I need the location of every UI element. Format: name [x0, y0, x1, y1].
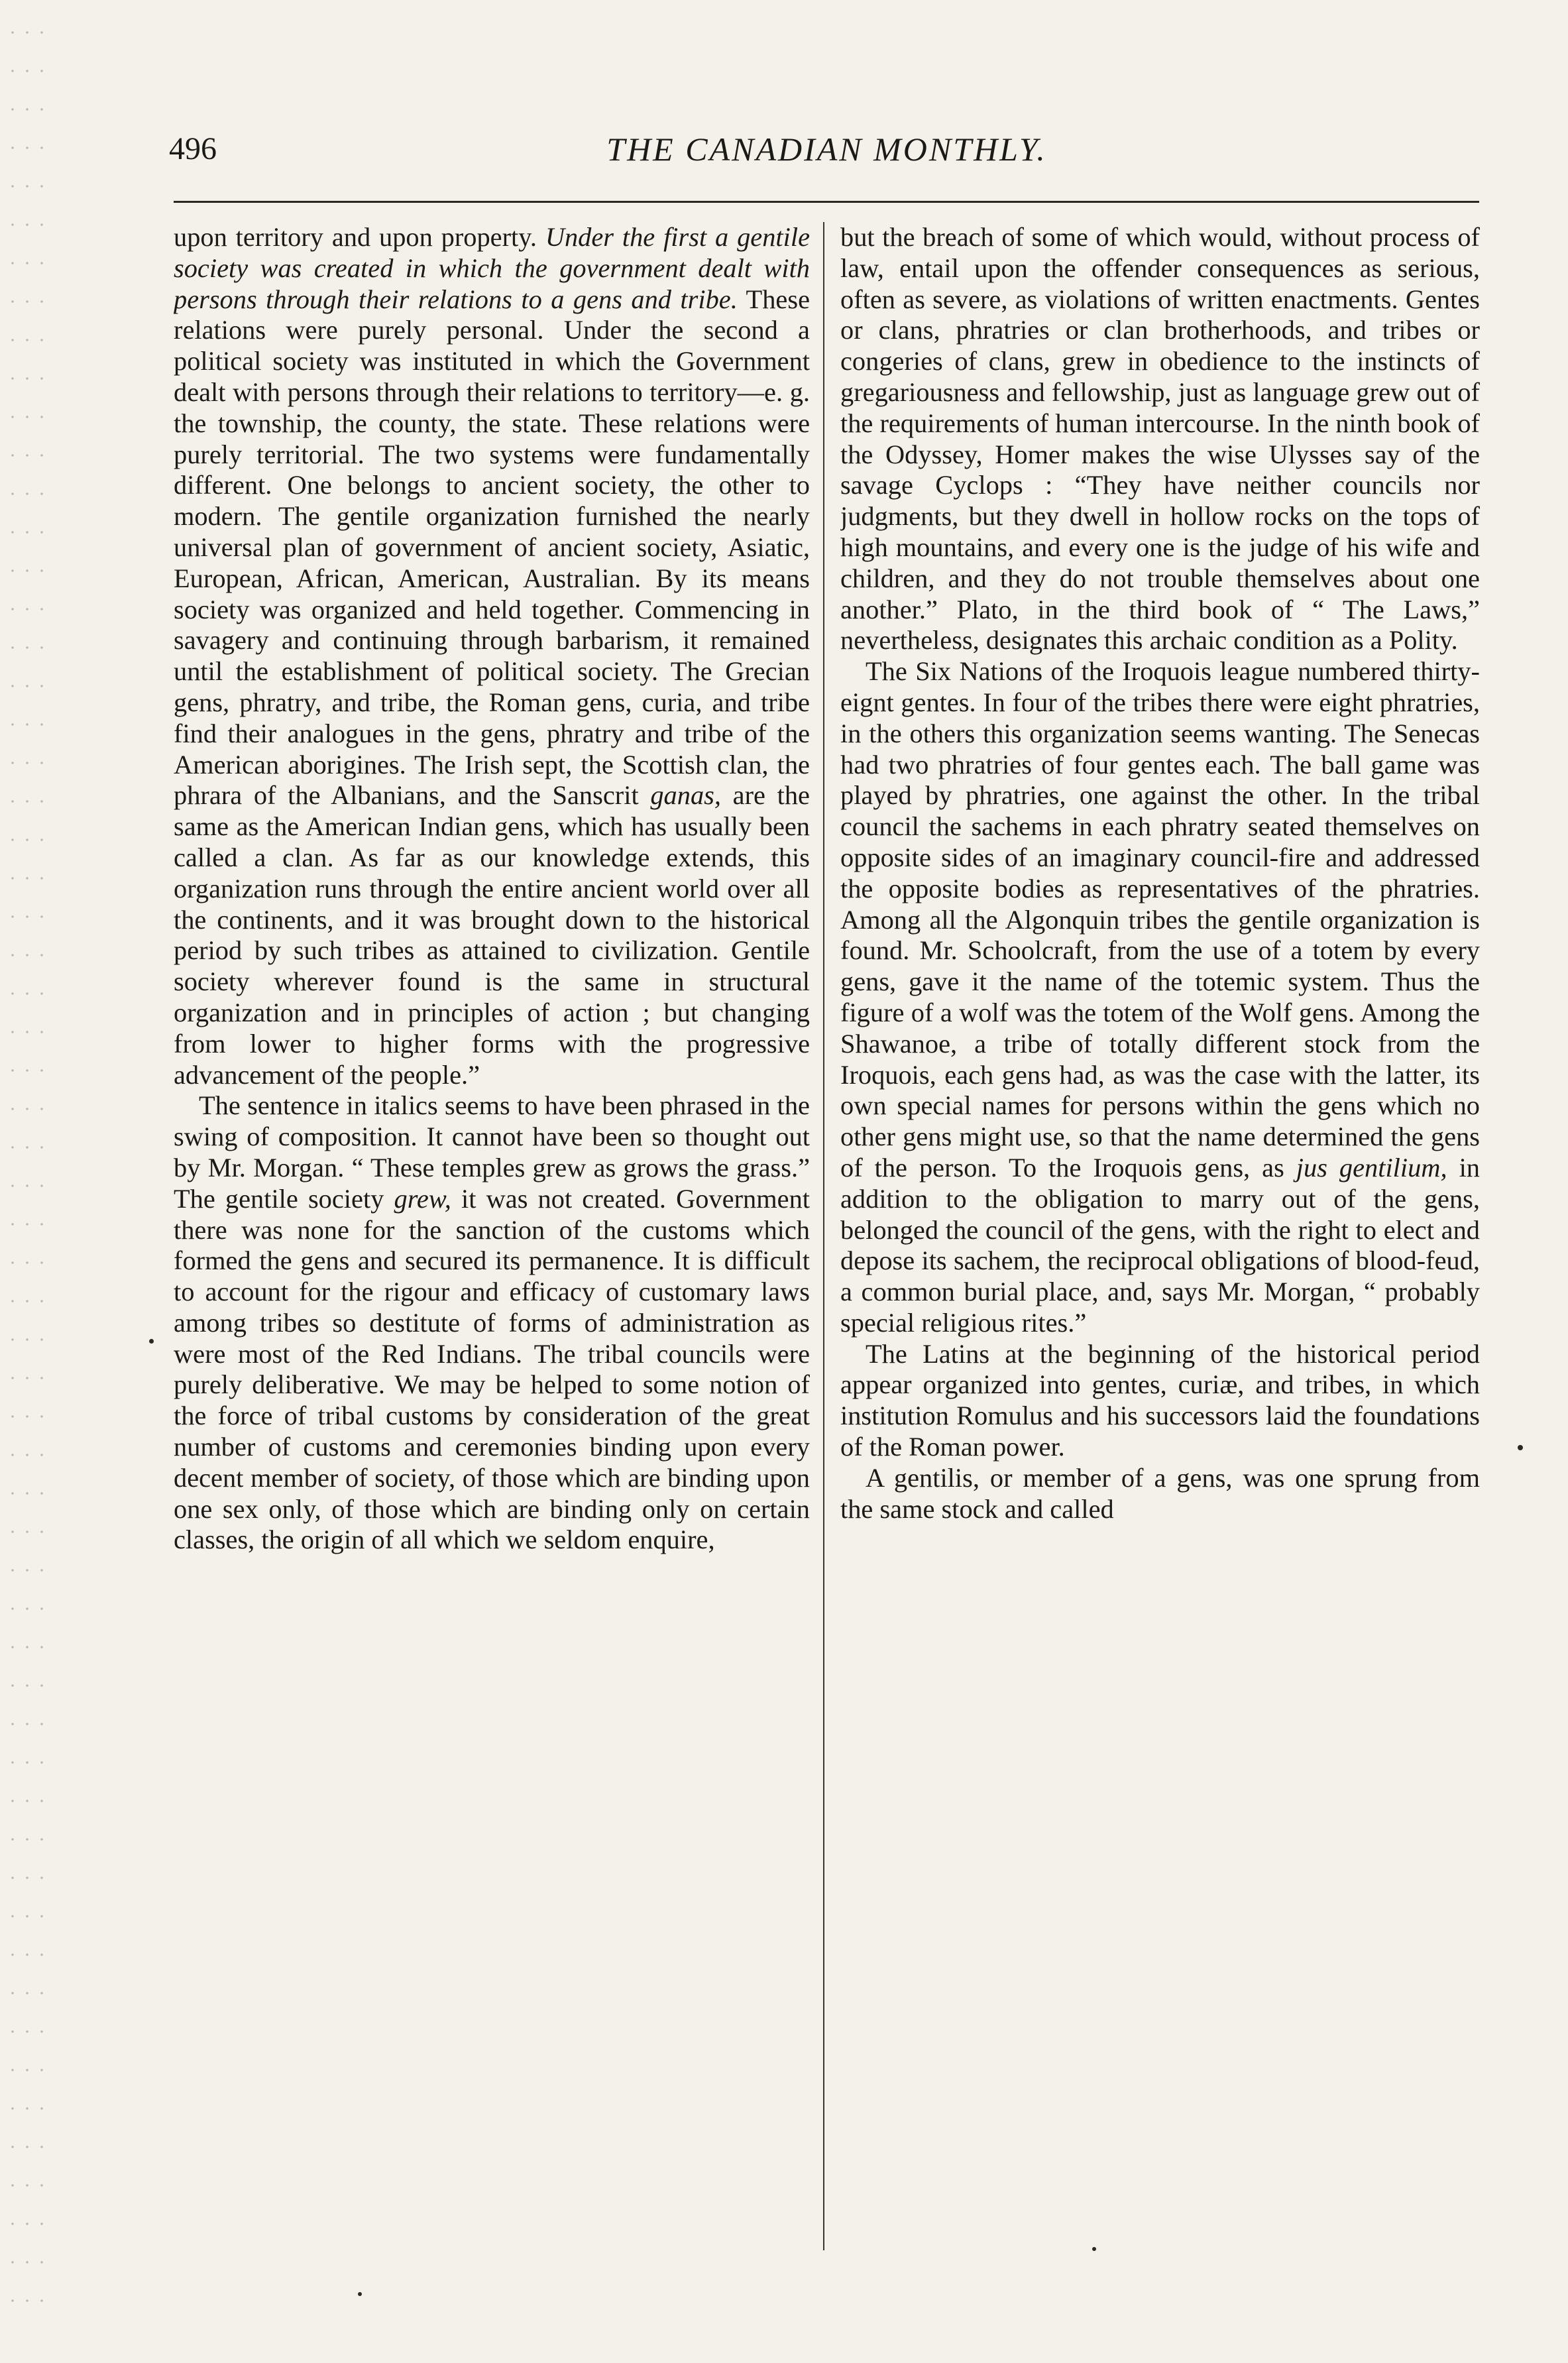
right-paragraph-4: A gentilis, or member of a gens, was one sprung from the same stock and called [840, 1462, 1480, 1524]
ink-speck [1518, 1445, 1523, 1450]
ink-speck [149, 1339, 154, 1344]
left-column [174, 222, 810, 2250]
ink-speck [358, 2292, 362, 2296]
italic-run: grew, [394, 1183, 451, 1214]
page-number: 496 [169, 131, 217, 166]
header-rule [174, 201, 1479, 203]
column-divider [823, 222, 824, 2250]
text-run: upon territory and upon property. [174, 222, 545, 252]
text-run: The Six Nations of the Iroquois league numbered thirty-eignt gentes. In four of the tribes there were eight phratries, in the others this organization seems wanting. The Senecas had two phratries of four gentes each. The ball game was played by phratries, one against the other. In the tribal council the sachems in each phratry seated themselves on opposite sides of an imaginary council-fire and addressed the opposite bodies as representatives of the phratries. Among all the Algonquin tribes the gentile organization is found. Mr. Schoolcraft, from the use of a totem by every gens, gave it the name of the totemic system. Thus the figure of a wolf was the totem of the Wolf gens. Among the Shawanoe, a tribe of totally different stock from the Iroquois, each gens had, as was the case with the latter, its own special names for persons within the gens which no other gens might use, so that the name determined the gens of the person. To the Iroquois gens, as [840, 656, 1480, 1182]
text-run: The sentence in italics seems to have been phrased in the swing of composition. It cannot have been so thought out by Mr. Morgan. “ These temples grew as grows the grass.” The gentile society [174, 1090, 810, 1214]
text-run: it was not created. Government there was none for the sanction of the customs which formed the gens and secured its permanence. It is difficult to account for the rigour and efficacy of customary laws among tribes so destitute of forms of administration as were most of the Red Indians. The tribal councils were purely deliberative. We may be helped to some notion of the force of tribal customs by consideration of the great number of customs and ceremonies binding upon every decent member of society, of those which are binding upon one sex only, of those which are binding only on certain classes, the origin of all which we seldom enquire, [174, 1183, 810, 1555]
right-paragraph-3: The Latins at the beginning of the historical period appear organized into gentes, curiæ, and tribes, in which institution Romulus and his successors laid the foundations of the Roman power. [840, 1338, 1480, 1462]
italic-run: Under the first a gentile society was created in which the government dealt with persons through their relations to a gens and tribe. [174, 222, 810, 314]
left-paragraph-2 [174, 1090, 810, 1556]
right-paragraph-1: but the breach of some of which would, without process of law, entail upon the offender consequences as serious, often as severe, as violations of written enactments. Gentes or clans, phratries or clan brotherhoods, and tribes or congeries of clans, grew in obedience to the instincts of gregariousness and fellowship, just as language grew out of the requirements of human intercourse. In the ninth book of the Odyssey, Homer makes the wise Ulysses say of the savage Cyclops : “They have neither councils nor judgments, but they dwell in hollow rocks on the tops of high mountains, and every one is the judge of his wife and children, and they do not trouble themselves about one another.” Plato, in the third book of “ The Laws,” nevertheless, designates this archaic condition as a Polity. [840, 222, 1480, 656]
right-column [840, 222, 1480, 2250]
page-header [169, 123, 1484, 176]
ink-speck [1092, 2247, 1096, 2251]
left-paragraph-1 [174, 222, 810, 1090]
italic-run: jus gentilium, [1296, 1152, 1447, 1182]
left-margin-scan-noise [5, 13, 52, 2320]
italic-run: ganas, [650, 780, 721, 811]
running-title: THE CANADIAN MONTHLY. [606, 131, 1047, 168]
text-run: are the same as the American Indian gens, which has usually been called a clan. As far as our knowledge extends, this organization runs through the entire ancient world over all the continents, and it was brought down to the historical period by such tribes as attained to civilization. Gentile society wherever found is the same in structural organization and in principles of action ; but changing from lower to higher forms with the progressive advancement of the people.” [174, 780, 810, 1090]
right-paragraph-2 [840, 656, 1480, 1339]
text-run: These relations were purely personal. Under the second a political society was instituted in which the Government dealt with persons through their relations to territory—e. g. the township, the county, the state. These relations were purely territorial. The two systems were fundamentally different. One belongs to ancient society, the other to modern. The gentile organization furnished the nearly universal plan of government of ancient society, Asiatic, European, African, American, Australian. By its means society was organized and held together. Commencing in savagery and continuing through barbarism, it remained until the establishment of political society. The Grecian gens, phratry, and tribe, the Roman gens, curia, and tribe find their analogues in the gens, phratry and tribe of the American aborigines. The Irish sept, the Scottish clan, the phrara of the Albanians, and the Sanscrit [174, 284, 810, 811]
text-run: in addition to the obligation to marry out of the gens, belonged the council of the gens, with the right to elect and depose its sachem, the reciprocal obligations of blood-feud, a common burial place, and, says Mr. Morgan, “ probably special religious rites.” [840, 1152, 1480, 1338]
